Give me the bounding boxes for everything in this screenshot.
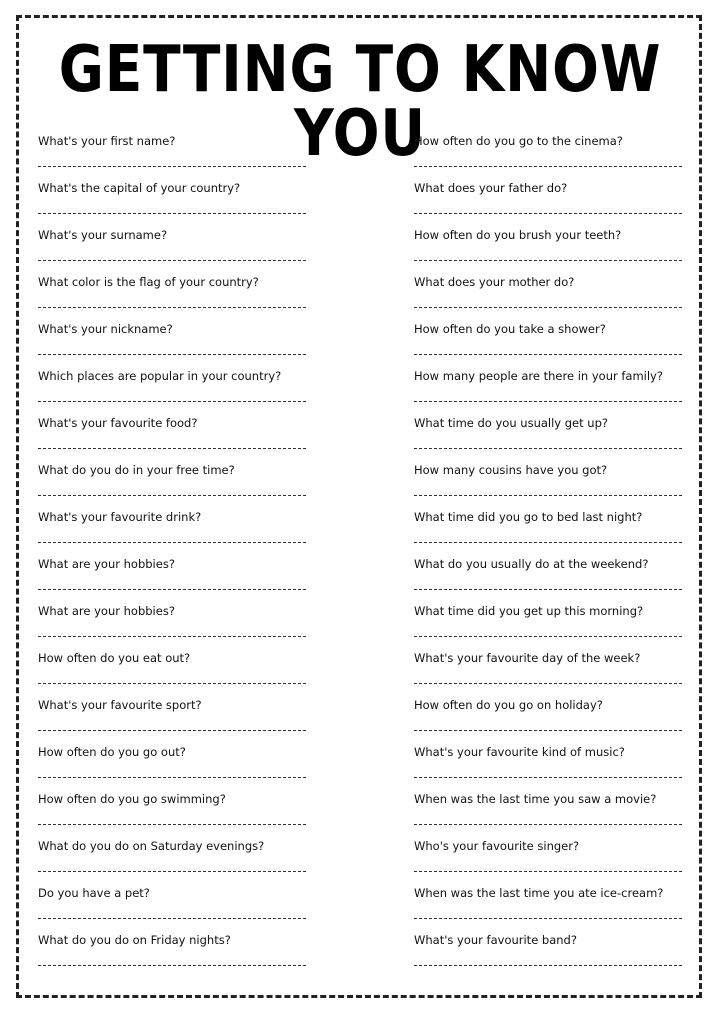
question-text: What do you usually do at the weekend? xyxy=(414,557,649,571)
answer-line[interactable] xyxy=(38,260,306,261)
question-text: What's your favourite food? xyxy=(38,416,198,430)
answer-line[interactable] xyxy=(414,354,682,355)
question-item xyxy=(414,322,714,369)
question-text: What's your nickname? xyxy=(38,322,173,336)
question-text: What are your hobbies? xyxy=(38,604,175,618)
question-text: What's your favourite day of the week? xyxy=(414,651,641,665)
question-text: What do you do on Friday nights? xyxy=(38,933,231,947)
question-item xyxy=(38,557,338,604)
answer-line[interactable] xyxy=(414,166,682,167)
question-text: Who's your favourite singer? xyxy=(414,839,580,853)
question-text: How often do you take a shower? xyxy=(414,322,606,336)
question-item xyxy=(414,510,714,557)
question-text: What's your favourite kind of music? xyxy=(414,745,625,759)
answer-line[interactable] xyxy=(38,448,306,449)
right-question-column xyxy=(414,134,714,980)
question-text: How often do you go swimming? xyxy=(38,792,226,806)
question-item xyxy=(38,181,338,228)
question-text: Which places are popular in your country? xyxy=(38,369,282,383)
answer-line[interactable] xyxy=(414,260,682,261)
question-text: What color is the flag of your country? xyxy=(38,275,259,289)
question-text: What do you do on Saturday evenings? xyxy=(38,839,265,853)
question-item xyxy=(414,839,714,886)
question-item xyxy=(414,369,714,416)
answer-line[interactable] xyxy=(38,683,306,684)
answer-line[interactable] xyxy=(414,495,682,496)
answer-line[interactable] xyxy=(38,824,306,825)
question-text: How many cousins have you got? xyxy=(414,463,608,477)
question-text: How often do you go to the cinema? xyxy=(414,134,623,148)
question-item xyxy=(414,886,714,933)
question-text: What's your favourite band? xyxy=(414,933,577,947)
question-text: What's your first name? xyxy=(38,134,176,148)
answer-line[interactable] xyxy=(38,730,306,731)
question-item xyxy=(414,275,714,322)
answer-line[interactable] xyxy=(414,683,682,684)
question-item xyxy=(38,275,338,322)
page-title: GETTING TO KNOW YOU xyxy=(58,33,662,171)
question-item xyxy=(38,510,338,557)
question-text: What's your favourite sport? xyxy=(38,698,202,712)
question-item xyxy=(38,792,338,839)
question-item xyxy=(38,933,338,980)
question-item xyxy=(414,463,714,510)
question-text: When was the last time you ate ice-cream? xyxy=(414,886,664,900)
answer-line[interactable] xyxy=(414,636,682,637)
question-text: How often do you brush your teeth? xyxy=(414,228,622,242)
answer-line[interactable] xyxy=(414,777,682,778)
question-text: What time did you go to bed last night? xyxy=(414,510,643,524)
question-item xyxy=(38,369,338,416)
answer-line[interactable] xyxy=(38,918,306,919)
question-text: How often do you go on holiday? xyxy=(414,698,603,712)
answer-line[interactable] xyxy=(38,307,306,308)
answer-line[interactable] xyxy=(38,777,306,778)
answer-line[interactable] xyxy=(414,307,682,308)
answer-line[interactable] xyxy=(414,918,682,919)
answer-line[interactable] xyxy=(38,213,306,214)
question-text: What's your favourite drink? xyxy=(38,510,202,524)
question-text: What does your father do? xyxy=(414,181,568,195)
question-item xyxy=(38,698,338,745)
answer-line[interactable] xyxy=(414,448,682,449)
question-item xyxy=(38,463,338,510)
answer-line[interactable] xyxy=(38,871,306,872)
answer-line[interactable] xyxy=(38,166,306,167)
question-item xyxy=(414,557,714,604)
answer-line[interactable] xyxy=(38,542,306,543)
question-item xyxy=(38,651,338,698)
answer-line[interactable] xyxy=(414,542,682,543)
question-item xyxy=(414,651,714,698)
question-text: What's your surname? xyxy=(38,228,168,242)
question-item xyxy=(414,228,714,275)
answer-line[interactable] xyxy=(414,589,682,590)
question-item xyxy=(414,698,714,745)
question-text: What are your hobbies? xyxy=(38,557,175,571)
question-item xyxy=(38,134,338,181)
question-text: How often do you eat out? xyxy=(38,651,191,665)
question-item xyxy=(414,933,714,980)
question-text: What's the capital of your country? xyxy=(38,181,241,195)
question-item xyxy=(414,604,714,651)
question-item xyxy=(414,181,714,228)
answer-line[interactable] xyxy=(38,636,306,637)
answer-line[interactable] xyxy=(414,730,682,731)
answer-line[interactable] xyxy=(38,495,306,496)
answer-line[interactable] xyxy=(414,213,682,214)
question-item xyxy=(38,839,338,886)
question-item xyxy=(38,322,338,369)
answer-line[interactable] xyxy=(38,589,306,590)
answer-line[interactable] xyxy=(38,965,306,966)
question-text: When was the last time you saw a movie? xyxy=(414,792,657,806)
question-text: What time do you usually get up? xyxy=(414,416,608,430)
answer-line[interactable] xyxy=(414,965,682,966)
question-item xyxy=(38,416,338,463)
question-item xyxy=(38,745,338,792)
question-text: How often do you go out? xyxy=(38,745,186,759)
question-text: What do you do in your free time? xyxy=(38,463,235,477)
question-item xyxy=(38,886,338,933)
answer-line[interactable] xyxy=(38,401,306,402)
question-text: What time did you get up this morning? xyxy=(414,604,644,618)
question-item xyxy=(414,745,714,792)
answer-line[interactable] xyxy=(38,354,306,355)
question-item xyxy=(414,416,714,463)
left-question-column xyxy=(38,134,338,980)
answer-line[interactable] xyxy=(414,824,682,825)
question-item xyxy=(414,792,714,839)
answer-line[interactable] xyxy=(414,401,682,402)
question-item xyxy=(414,134,714,181)
question-text: What does your mother do? xyxy=(414,275,575,289)
question-item xyxy=(38,604,338,651)
question-text: How many people are there in your family? xyxy=(414,369,663,383)
question-text: Do you have a pet? xyxy=(38,886,150,900)
question-item xyxy=(38,228,338,275)
answer-line[interactable] xyxy=(414,871,682,872)
